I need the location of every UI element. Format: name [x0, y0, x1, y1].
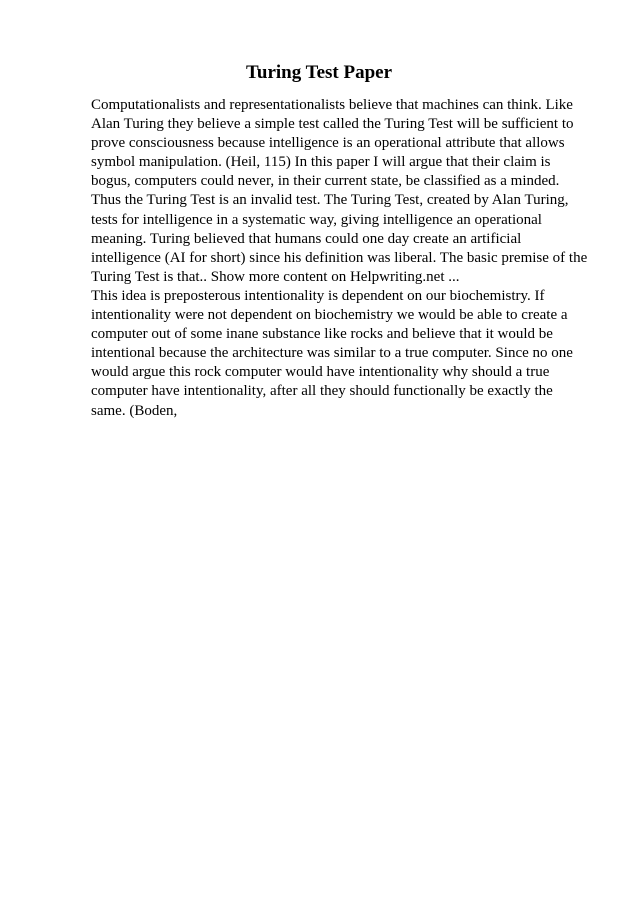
document-body — [91, 96, 591, 421]
document-title: Turing Test Paper — [245, 62, 393, 83]
body-paragraph-1: Computationalists and representationalists believe that machines can think. Like Alan Turing they believe a simple test called the Turing Test will be sufficient to prove consciousness because intelligence is an operational attribute that allows symbol manipulation. (Heil, 115) In this paper I will argue that their claim is bogus, computers could never, in their current state, be classified as a minded. Thus the Turing Test is an invalid test. The Turing Test, created by Alan Turing, tests for intelligence in a systematic way, giving intelligence an operational meaning. Turing believed that humans could one day create an artificial intelligence (AI for short) since his definition was liberal. The basic premise of the Turing Test is that.. Show more content on Helpwriting.net ... — [91, 97, 588, 285]
body-paragraph-2: This idea is preposterous intentionality is dependent on our biochemistry. If intentionality were not dependent on biochemistry we would be able to create a computer out of some inane substance like rocks and believe that it would be intentional because the architecture was similar to a true computer. Since no one would argue this rock computer would have intentionality why should a true computer have intentionality, after all they should functionally be exactly the same. (Boden, — [91, 287, 573, 419]
